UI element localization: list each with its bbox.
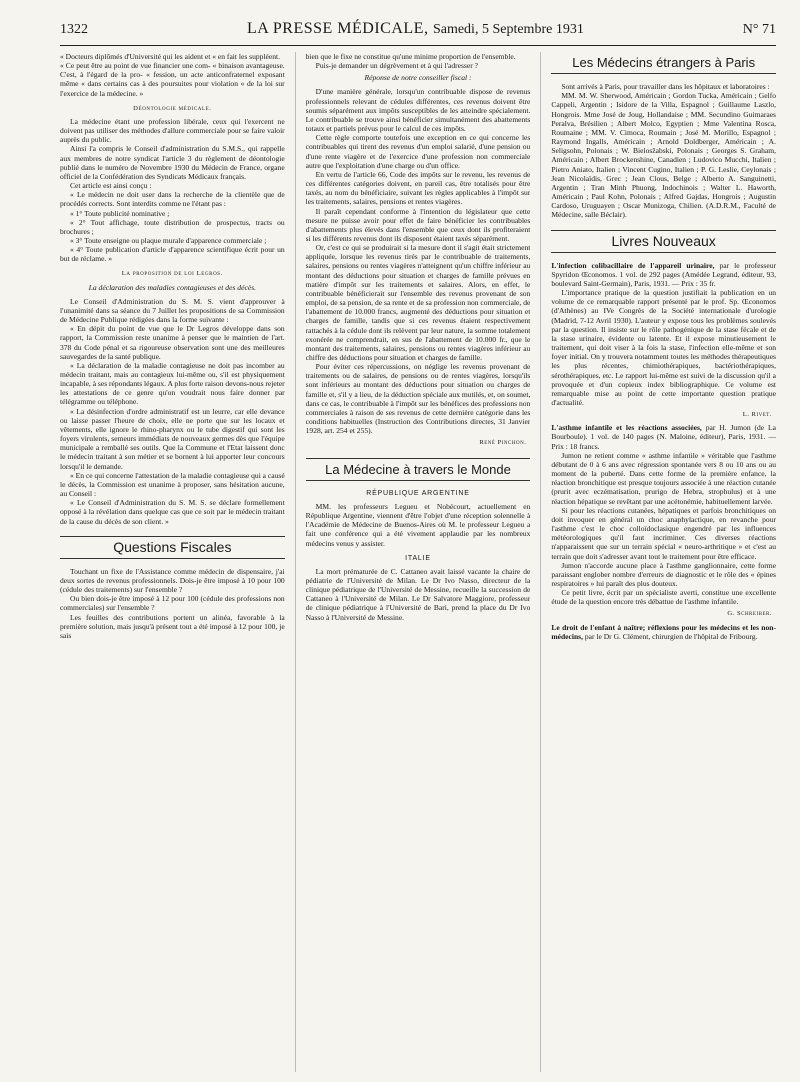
paragraph: Cet article est ainsi conçu :: [70, 181, 152, 191]
issue-number: N° 71: [742, 22, 776, 37]
paragraph: Jumon ne retient comme « asthme infantile » véritable que l'asthme débutant de 0 à 6 ans avec régression spontanée vers 8 ou 10 ans ou au moment de la puberté. Dans cette forme de la première enfance, la réaction bronchitique est presque toujours associée à une réaction cutanée (prurit avec eczématisation, prurigo de Hebra, strophulus) et à une réaction hépatique se revêtant par une acétonémie, habituellement larvée.: [551, 450, 776, 506]
issue-date: Samedi, 5 Septembre 1931: [432, 22, 584, 37]
paragraph: Les feuilles des contributions portent un alinéa, favorable à la première solution, mais jusqu'à présent tout a été imposé à 12 pour 100, je sais: [60, 612, 285, 640]
subheading-conseiller: Réponse de notre conseiller fiscal :: [364, 73, 472, 83]
paragraph: « Docteurs diplômés d'Université qui les aident et « en fait les suppléent.: [60, 52, 280, 61]
signature-schreiber: G. Schreiber.: [727, 610, 772, 618]
paragraph: « 1° Toute publicité nominative ;: [70, 208, 170, 218]
signature-rivet: L. Rivet.: [742, 411, 772, 419]
paragraph: En vertu de l'article 66, Code des impôts sur le revenu, les revenus de ces différentes catégories doivent, en pareil cas, être totalisés pour être taxés, au nom du bénéficiaire, suivant les règles applicables à l'impôt sur les traitements, salaires, pensions et rentes viagères.: [305, 169, 531, 207]
paragraph: Ou bien dois-je être imposé à 12 pour 100 (cédule des professions non commerciales) sur l'ensemble ?: [60, 594, 285, 613]
paragraph: La médecine étant une profession libérale, ceux qui l'exercent ne doivent pas utiliser des méthodes d'allure commerciale pour se faire valoir auprès du public.: [60, 116, 285, 145]
paragraph: Puis-je demander un dégrèvement et à qui l'adresser ?: [315, 61, 478, 71]
column-3: [551, 52, 776, 1072]
paragraph: « 3° Toute enseigne ou plaque murale d'apparence commerciale ;: [70, 235, 267, 245]
section-title-medecine-monde: La Médecine à travers le Monde: [306, 458, 531, 481]
subheading-declaration: La déclaration des maladies contagieuses et des décès.: [88, 282, 257, 292]
paragraph: « La déclaration de la maladie contagieuse ne doit pas incomber au médecin traitant, mais au contagieux lui-même ou, s'il est physiquement incapable, à ses répondants légaux. A plus forte raison devons-nous rejeter les attestations de ce genre qu'on voudrait nous faire donner par télégramme ou téléphone.: [60, 360, 285, 407]
book-title: [551, 261, 776, 288]
column-divider: [540, 52, 541, 1072]
book-title-text: L'infection colibacillaire de l'appareil urinaire,: [551, 260, 715, 270]
subheading-deontologie: Déontologie médicale.: [133, 104, 212, 112]
paragraph: Touchant un fixe de l'Assistance comme médecin de dispensaire, j'ai deux sortes de revenus professionnels. Dois-je être imposé à 10 pour 100 (cédule des traitements) sur l'ensemble ?: [60, 566, 285, 595]
paragraph: « Le Conseil d'Administration du S. M. S. se déclare formellement opposé à la révélation dans quelque cas que ce soit par le médecin traitant de la cause du décès de son client. »: [60, 498, 285, 526]
paragraph: Cette règle comporte toutefois une exception en ce qui concerne les contribuables qui tirent des revenus d'un emploi salarié, d'une pension ou d'une rente viagère et de l'exercice d'une profession non commerciale autre que l'exploitation d'une charge ou d'un office.: [305, 133, 531, 170]
paragraph: « La désinfection d'ordre administratif est un leurre, car elle devance ou laisse passer l'heure de choix, elle ne porte que sur les locaux et vêtements, elle ignore le rhino-pharynx ou le tube digestif qui sont les foyers virulents, semeurs immédiats de nouveaux germes dès que l'équipe municipale a remballé ses outils. Que la Commune et l'Etat laissent donc le médecin traitant à son métier et se bornent à lui apporter leur concours lorsqu'il le demande.: [60, 406, 285, 471]
page-number: 1322: [60, 22, 88, 37]
header-rule: [60, 45, 776, 46]
paragraph: « En dépit du point de vue que le Dr Legros développe dans son rapport, la Commission reste unanime à penser que le maintien de l'art. 378 du Code pénal et sa rigoureuse observation sont une des meilleures sauvegardes de la santé publique.: [60, 324, 285, 361]
book-meta: par le Dr G. Clément, chirurgien de l'hôpital de Fribourg.: [584, 631, 758, 641]
book-meta: par H. Jumon (de La Bourboule). 1 vol. de 140 pages (N. Maloine, éditeur), Paris, 1931. — Prix : 18 francs.: [551, 423, 776, 451]
column-2: [306, 52, 531, 1072]
paragraph: bien que le fixe ne constitue qu'une minime proportion de l'ensemble.: [305, 52, 516, 61]
paragraph: Sont arrivés à Paris, pour travailler dans les hôpitaux et laboratoires :: [561, 82, 770, 92]
journal-name: LA PRESSE MÉDICALE,: [246, 20, 429, 37]
paragraph: Pour éviter ces répercussions, on néglige les revenus provenant de traitements ou de salaires, de pensions ou de rentes viagères, lorsqu'ils sont inférieurs au montant des déductions pour situation ou charges de famille et, s'il y a lieu, de la déduction spéciale aux mutilés, et, on soumet, dans ce cas, le contribuable à l'impôt sur les bénéfices des professions non commerciales à raison de ses revenus de cette dernière catégorie dans les conditions habituelles (Instruction des Contributions directes, 31 Janvier 1928, art. 254 et 255).: [305, 362, 531, 436]
book-meta: par le professeur Spyridon Œconomos. 1 vol. de 292 pages (Amédée Legrand, éditeur, 93, boulevard Saint-Germain), Paris, 1931. — Prix : 35 fr.: [551, 260, 776, 288]
column-divider: [295, 52, 296, 1072]
book-title: [551, 623, 776, 641]
paragraph: « En ce qui concerne l'attestation de la maladie contagieuse qui a causé le décès, la Commission est unanime à proposer, sans hésitation aucune, au Conseil :: [60, 470, 285, 499]
page-header: [60, 20, 776, 42]
paragraph: La mort prématurée de C. Cattaneo avait laissé vacante la chaire de pédiatrie de l'Université de Milan. Le Dr Ivo Nasso, directeur de la clinique pédiatrique de l'Université de Messine, recueille la succession de Cattaneo à l'Université de Milan. Le Dr Salvatore Maggiore, professeur de clinique pédiatrique à l'Université de Bari, prend la place du Dr Ivo Nasso à l'Université de Messine.: [305, 566, 531, 622]
columns: [60, 52, 776, 1072]
country-heading-argentine: RÉPUBLIQUE ARGENTINE: [366, 489, 470, 497]
paragraph: Ainsi l'a compris le Conseil d'administration du S.M.S., qui rappelle aux membres de notre syndicat l'article 3 du règlement de déontologie publié dans le numéro de Novembre 1930 du Médecin de France, organe officiel de la Confédération des Syndicats Médicaux français.: [60, 144, 285, 181]
paragraph: D'une manière générale, lorsqu'un contribuable dispose de revenus professionnels relevant de cédules différentes, ces revenus doivent être soumis séparément aux impôts susceptibles de les atteindre spécialement. Le contribuable se trouve ainsi bénéficier simultanément des abattements totaux et partiels prévus pour le calcul de ces impôts.: [305, 87, 531, 134]
country-heading-italie: ITALIE: [405, 554, 431, 562]
section-title-livres-nouveaux: Livres Nouveaux: [551, 230, 776, 253]
signature-pinchon: René Pinchon.: [479, 439, 527, 447]
paragraph: Ce petit livre, écrit par un spécialiste averti, constitue une excellente étude de la question encore très débattue de l'asthme infantile.: [551, 588, 776, 607]
paragraph: L'importance pratique de la question justifiait la publication en un volume de ce remarquable rapport présenté par le prof. Sp. Œconomos (d'Athènes) au IVe Congrès de la Société internationale d'urologie (Madrid, 7-12 Avril 1930). L'auteur y expose tous les problèmes soulevés par la question. Il insiste sur le rôle pathogénique de la stase fécale et de la stase urinaire, évidente ou latente. Et il expose minutieusement le traitement, qui doit viser à la fois la stase, l'infection elle-même et son foyer initial. On y trouvera notamment toutes les méthodes thérapeutiques les plus récentes, chimiothérapiques, bactériothérapiques, sérothérapiques, etc. Le rapport lui-même est suivi de la discussion qu'il a provoquée et d'un copieux index bibliographique. Ce volume est remarquable mise au point de cette importante question pratique d'actualité.: [551, 288, 776, 407]
paragraph: MM. M. W. Sherwood, Américain ; Gordon Tucka, Américain ; Gelfo Cappeli, Argentin ; Isidore de la Villa, Espagnol ; Guillaume Laszlo, Hongrois. Mme José de Joug, Hollandaise ; MM. Secundino Guimaraes Peralva, Brésilien ; Albert Molco, Egyptien ; Mme Valentina Rosca, Roumaine ; MM. V. Cimoca, Roumain ; José M. Morillo, Espagnol ; Raymond Ingalls, Américain ; Arnold Doldberger, Américain ; A. Seligsohn, Polonais ; W. Bielosžabski, Polonais ; Georges S. Graham, Américain ; Albert Brockenshine, Canadien ; Ludovico Mucchi, Italien ; Pietro Aniato, Italien ; Vincent Cugino, Italien ; P. G. Leslie, Ceylonais ; Jean Nicolaïdis, Grec ; Jean Clous, Belge ; Alberto A. Sanguinetti, Argentin ; Tran Minh Phuong, Indochinois ; Walter L. Haworth, Américain ; Paul Kohn, Polonais ; Alfred Gajdas, Hongrois ; Augustin Cardoso, Uruguayen ; Oscar Munizoga, Chilien. (A.D.R.M., Faculté de Médecine, salle Béclair).: [551, 91, 776, 220]
paragraph: « Ce peut être au point de vue financier une com- « binaison avantageuse. C'est, à l'égard de la pro- « fession, un acte anticonfraternel exposant même « dans certains cas à des poursuites pour violation « de la loi sur l'exercice de la médecine. »: [60, 61, 285, 98]
paragraph: Il paraît cependant conforme à l'intention du législateur que cette mesure ne puisse avoir pour effet de faire bénéficier les contribuables d'abattements plus élevés dans l'ensemble que ceux dont ils profiteraient si les différents revenus dont ils disposent étaient taxés séparément.: [305, 206, 531, 243]
paragraph: Si pour les réactions cutanées, hépatiques et parfois bronchitiques on doit invoquer en général un choc anaphylactique, en revanche pour l'asthme c'est le choc colloïdoclasique engendré par les influences météorologiques qu'il faut incriminer. Ces diverses réactions n'apparaissent que sur un terrain spécial « neuro-arthritique » et c'est au terrain que doit s'adresser avant tout le traitement pour être efficace.: [551, 505, 776, 561]
section-title-medecins-etrangers: Les Médecins étrangers à Paris: [551, 52, 776, 74]
paragraph: Jumon n'accorde aucune place à l'asthme ganglionnaire, cette forme paraissant englober nombre d'erreurs de diagnostic et le rôle des « épines respiratoires » lui paraît des plus douteux.: [551, 560, 776, 588]
journal-title: [247, 20, 584, 38]
book-title-text: L'asthme infantile et les réactions associées,: [551, 423, 702, 433]
paragraph: « 2° Tout affichage, toute distribution de prospectus, tracts ou brochures ;: [60, 217, 285, 236]
paragraph: Or, c'est ce qui se produirait si la mesure dont il s'agit était strictement appliquée, lorsque les revenus tirés par le contribuable de traitements, salaires, pensions ou rentes viagères n'atteignent qu'un chiffre inférieur au montant des déductions pour situation et charges de famille prévues en matière d'impôt sur les traitements et salaires. Alors, en effet, le contribuable bénéficierait sur l'ensemble des revenus provenant de son emploi, de sa pension, de sa rente et de sa profession non commerciale, de l'abattement de 10.000 francs, augmenté des déductions pour situation et charges de famille, tandis que si ces revenus étaient respectivement rattachés à la cédule dont ils relèvent par leur nature, la somme totalement exonérée ne comprendrait, en sus de l'abattement de 10.000 fr., que le montant des traitements, salaires, pensions ou rentes viagères inférieur au chiffre des déductions pour situation et charges de famille.: [305, 243, 531, 362]
subheading-legros: La proposition de loi Legros.: [121, 270, 223, 278]
paragraph: « 4° Toute publication d'article d'apparence scientifique écrit pour un but de réclame. »: [60, 245, 285, 264]
paragraph: Le Conseil d'Administration du S. M. S. vient d'approuver à l'unanimité dans sa séance du 7 Juillet les propositions de sa Commission de Médecine Publique rédigées dans la forme suivante :: [60, 296, 285, 325]
book-title: [551, 423, 776, 450]
column-1: [60, 52, 285, 1072]
paragraph: MM. les professeurs Legueu et Nobécourt, actuellement en République Argentine, viennent d'être l'objet d'une réception solennelle à l'Académie de Médecine de Buenos-Aires où M. le professeur Legueu a fait une conférence qui a été vivement applaudie par les nombreux médecins venus y assister.: [305, 501, 531, 548]
book-title-text: Le droit de l'enfant à naître; réflexions pour les médecins et les non-médecins,: [551, 622, 776, 641]
paragraph: « Le médecin ne doit user dans la recherche de la clientèle que de procédés corrects. Sont interdits comme ne l'étant pas :: [60, 190, 285, 209]
section-title-questions-fiscales: Questions Fiscales: [60, 536, 285, 559]
